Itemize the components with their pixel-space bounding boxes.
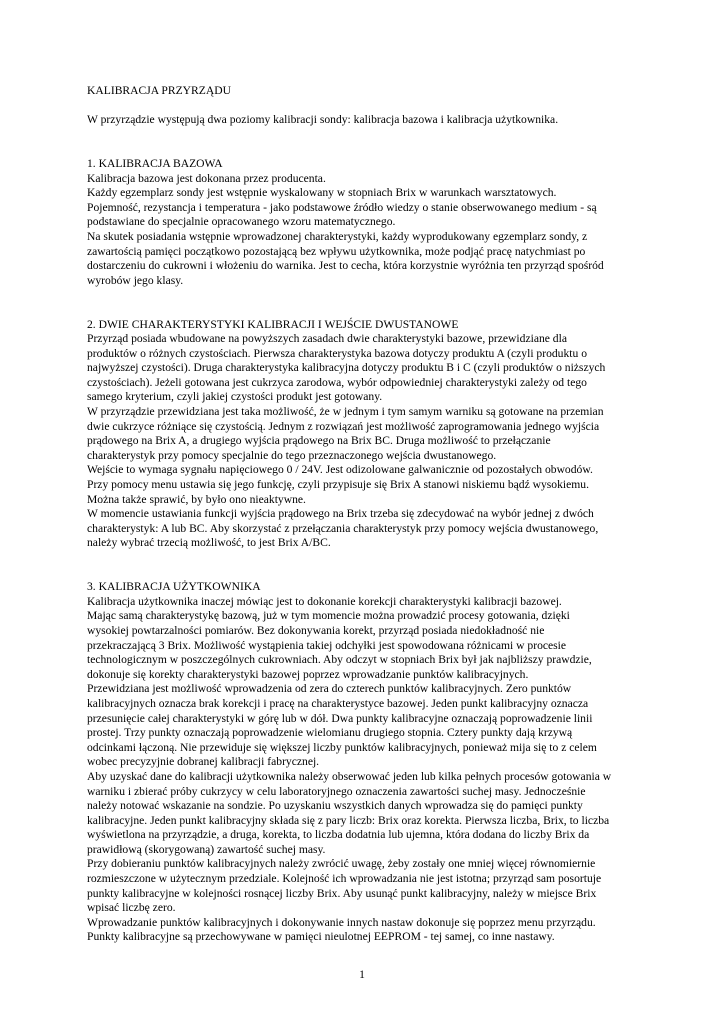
section-heading: 1. KALIBRACJA BAZOWA xyxy=(87,156,223,170)
text-line: Kalibracja bazowa jest dokonana przez producenta. xyxy=(87,171,326,185)
text-line: Przyrząd posiada wbudowane na powyższych zasadach dwie charakterystyki bazowe, przewidziane dla xyxy=(87,332,567,346)
text-line: dwie cukrzyce różniące się czystością. Jednym z rozwiązań jest możliwość zaprogramowania jednego wyjścia xyxy=(87,419,600,433)
text-line: prawidłową (skorygowaną) zawartość suchej masy. xyxy=(87,842,326,856)
text-line: Przewidziana jest możliwość wprowadzenia od zera do czterech punktów kalibracyjnych. Zero punktów xyxy=(87,682,572,696)
section-heading: 2. DWIE CHARAKTERYSTYKI KALIBRACJI I WEJŚCIE DWUSTANOWE xyxy=(87,317,459,331)
document-title: KALIBRACJA PRZYRZĄDU xyxy=(87,84,231,97)
text-line: Każdy egzemplarz sondy jest wstępnie wyskalowany w stopniach Brix w warunkach warsztatowych. xyxy=(87,186,557,200)
text-line: należy wybrać trzecią możliwość, to jest Brix A/BC. xyxy=(87,536,331,550)
text-line: Mając samą charakterystykę bazową, już w tym momencie można prowadzić procesy gotowania, dzięki xyxy=(87,609,570,623)
text-line: przekraczającą 3 Brix. Możliwość wystąpienia takiej odchyłki jest spowodowana różnicami w procesie xyxy=(87,638,567,652)
intro-paragraph: W przyrządzie występują dwa poziomy kalibracji sondy: kalibracja bazowa i kalibracja użytkownika. xyxy=(87,113,559,127)
text-line: odcinkami łączoną. Nie przewiduje się większej liczby punktów kalibracyjnych, ponieważ mija się to z celem xyxy=(87,740,597,754)
text-line: Wejście to wymaga sygnału napięciowego 0 / 24V. Jest odizolowane galwanicznie od pozostałych obwodów. xyxy=(87,463,593,477)
text-line: wyrobów jego klasy. xyxy=(87,273,184,287)
text-line: zawartością pamięci początkowo pozostającą bez wpływu użytkownika, może podjąć pracę natychmiast po xyxy=(87,244,586,258)
section-heading: 3. KALIBRACJA UŻYTKOWNIKA xyxy=(87,580,261,594)
text-line: Punkty kalibracyjne są przechowywane w pamięci nieulotnej EEPROM - tej samej, co inne nastawy. xyxy=(87,930,555,944)
text-line: prądowego na Brix A, a drugiego wyjścia prądowego na Brix BC. Druga możliwość to przełączanie xyxy=(87,434,551,448)
section-two-characteristics xyxy=(87,318,647,552)
text-line: wobec precyzyjnie dobranej kalibracji fabrycznej. xyxy=(87,755,320,769)
text-line: samego kryterium, czyli jakiej czystości produkt jest gotowany. xyxy=(87,390,383,404)
text-line: Przy dobieraniu punktów kalibracyjnych należy zwrócić uwagę, żeby zostały one mniej więcej równomiernie xyxy=(87,857,596,871)
text-line: Aby uzyskać dane do kalibracji użytkownika należy obserwować jeden lub kilka pełnych procesów gotowania w xyxy=(87,769,612,783)
text-line: najwyższej czystości). Druga charakterystyka kalibracyjna dotyczy produktu B i C (czyli produktów o niższych xyxy=(87,361,606,375)
text-line: Wprowadzanie punktów kalibracyjnych i dokonywanie innych nastaw dokonuje się poprzez menu przyrządu. xyxy=(87,915,596,929)
text-line: prostej. Trzy punkty oznaczają poprowadzenie wielomianu drugiego stopnia. Cztery punkty dają krzywą xyxy=(87,726,573,740)
text-line: charakterystyk przy pomocy specjalnie do tego przeznaczonego wejścia dwustanowego. xyxy=(87,448,497,462)
text-line: Kalibracja użytkownika inaczej mówiąc jest to dokonanie korekcji charakterystyki kalibracji bazowej. xyxy=(87,594,562,608)
text-line: W przyrządzie przewidziana jest taka możliwość, że w jednym i tym samym warniku są gotowane na przemian xyxy=(87,405,604,419)
text-line: podstawiane do specjalnie opracowanego wzoru matematycznego. xyxy=(87,215,396,229)
text-line: przesunięcie całej charakterystyki w górę lub w dół. Dwa punkty kalibracyjne oznaczają poprowadzenie linii xyxy=(87,711,593,725)
text-line: produktów o różnych czystościach. Pierwsza charakterystyka bazowa dotyczy produktu A (czyli produktu o xyxy=(87,346,587,360)
document-page xyxy=(87,84,647,974)
text-line: dostarczeniu do cukrowni i włożeniu do warnika. Jest to cecha, która korzystnie wyróżnia ten przyrząd spośród xyxy=(87,259,604,273)
text-line: punkty kalibracyjne w kolejności rosnącej liczby Brix. Aby usunąć punkt kalibracyjny, należy w miejsce Brix xyxy=(87,886,597,900)
text-line: Przy pomocy menu ustawia się jego funkcję, czyli przypisuje się Brix A stanowi niskiemu bądź wysokiemu. xyxy=(87,478,589,492)
text-line: warniku i zbierać próby cukrzycy w celu laboratoryjnego oznaczenia zawartości suchej masy. Jednocześnie xyxy=(87,784,586,798)
text-line: czystościach). Jeżeli gotowana jest cukrzyca zarodowa, wybór odpowiedniej charakterystyki zależy od tego xyxy=(87,375,587,389)
page-number: 1 xyxy=(359,968,365,981)
text-line: Pojemność, rezystancja i temperatura - jako podstawowe źródło wiedzy o stanie obserwowanego medium - są xyxy=(87,200,597,214)
text-line: charakterystyk: A lub BC. Aby skorzystać z przełączania charakterystyk przy pomocy wejścia dwustanowego, xyxy=(87,521,599,535)
text-line: W momencie ustawiania funkcji wyjścia prądowego na Brix trzeba się zdecydować na wybór jednej z dwóch xyxy=(87,507,594,521)
text-line: dokonuje się korekty charakterystyki bazowej poprzez wprowadzanie punktów kalibracyjnych. xyxy=(87,667,529,681)
section-user-calibration xyxy=(87,580,647,945)
text-line: technologicznym w poszczególnych cukrowniach. Aby odczyt w stopniach Brix był jak najbliższy prawdzie, xyxy=(87,653,592,667)
text-line: wysokiej powtarzalności pomiarów. Bez dokonywania korekt, przyrząd posiada niedokładność nie xyxy=(87,623,545,637)
text-line: kalibracyjne. Jeden punkt kalibracyjny składa się z pary liczb: Brix oraz korekta. Pierwsza liczba, Brix, to liczba xyxy=(87,813,610,827)
text-line: należy notować wskazanie na sondzie. Po uzyskaniu wszystkich danych wprowadza się do pamięci punkty xyxy=(87,799,583,813)
text-line: Na skutek posiadania wstępnie wprowadzonej charakterystyki, każdy wyprodukowany egzemplarz sondy, z xyxy=(87,229,588,243)
text-line: wyświetlona na przyrządzie, a druga, korekta, to liczba dodatnia lub ujemna, która dodana do liczby Brix da xyxy=(87,828,590,842)
section-base-calibration xyxy=(87,157,647,288)
text-line: Można także sprawić, by było ono nieaktywne. xyxy=(87,492,306,506)
text-line: rozmieszczone w użytecznym przedziale. Kolejność ich wprowadzania nie jest istotna; przyrząd sam posortuje xyxy=(87,872,602,886)
text-line: wpisać liczbę zero. xyxy=(87,901,176,915)
text-line: kalibracyjnych oznacza brak korekcji i pracę na charakterystyce bazowej. Jeden punkt kalibracyjny oznacza xyxy=(87,696,589,710)
